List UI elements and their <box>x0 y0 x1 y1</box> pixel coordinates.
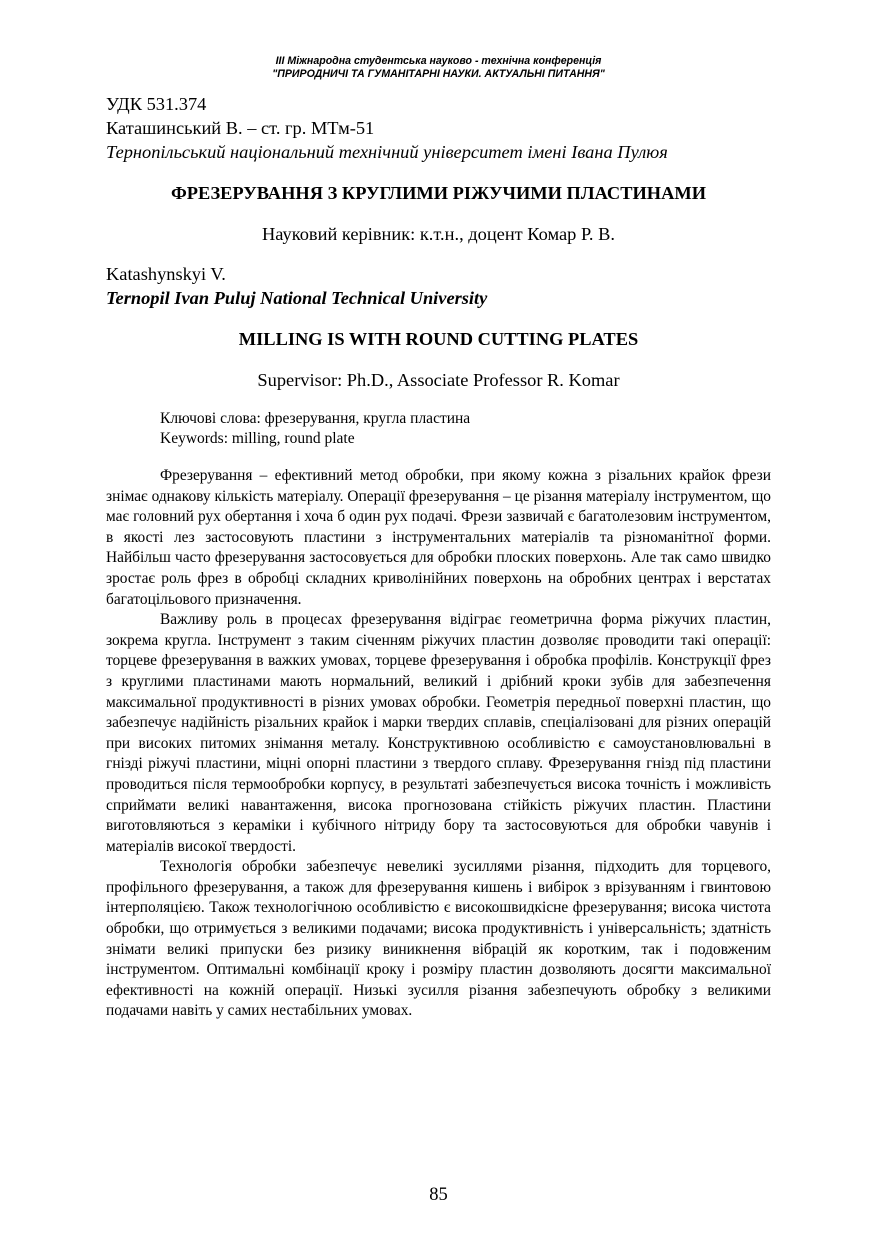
page-number: 85 <box>429 1185 448 1205</box>
conference-header <box>0 55 877 80</box>
body-paragraph: Технологія обробки забезпечує невеликі зусиллями різання, підходить для торцевого, профільного фрезерування, а також для фрезерування кишень і вибірок з врізуванням і гвинтовою інтерполяцією. Також технологічною особливістю є високошвидкісне фрезерування; висока чистота обробки, що отримується з великими подачами; висока продуктивність і універсальність; здатність знімати великі припуски без ризику виникнення вібрацій як коротким, так і подовженим інструментом. Оптимальні комбінації кроку і розміру пластин дозволяють досягти максимальної ефективності на кожній операції. Низькі зусилля різання забезпечують обробку з великими подачами навіть у самих нестабільних умовах. <box>106 858 771 1020</box>
conference-name: III Міжнародна студентська науково - технічна конференція <box>275 55 602 67</box>
title-ua: ФРЕЗЕРУВАННЯ З КРУГЛИМИ РІЖУЧИМИ ПЛАСТИНАМИ <box>170 183 707 203</box>
author-en: Katashynskyi V. <box>106 264 226 284</box>
udc-code: УДК 531.374 <box>106 94 207 114</box>
affiliation-en: Ternopil Ivan Puluj National Technical University <box>106 288 488 308</box>
body-paragraph: Важливу роль в процесах фрезерування відіграє геометрична форма ріжучих пластин, зокрема кругла. Інструмент з таким січенням ріжучих пластин дозволяє проводити такі операції: торцеве фрезерування в важких умовах, торцеве фрезерування і обробка профілів. Конструкції фрез з круглими пластинами мають нормальний, великий і дрібний кроки зубів для забезпечення максимальної продуктивності в різних умовах обробки. Геометрія передньої поверхні пластин, що забезпечує надійність різальних крайок і марки твердих сплавів, спеціалізовані для різних операцій при високих питомих знімання металу. Конструктивною особливістю є самоустановлювальні в гнізді ріжучі пластини, міцні опорні пластини з твердого сплаву. Фрезерування гнізд під пластини проводиться після термообробки корпусу, в результаті забезпечується висока точність і можливість сприймати великі навантаження, висока прогнозована стійкість ріжучих пластин. Пластини виготовляються з кераміки і кубічного нітриду бору та застосовуються для обробки чавунів і матеріалів високої твердості. <box>106 611 771 855</box>
conference-theme: "ПРИРОДНИЧІ ТА ГУМАНІТАРНІ НАУКИ. АКТУАЛЬНІ ПИТАННЯ" <box>272 67 605 80</box>
keywords-en: Keywords: milling, round plate <box>160 430 355 447</box>
body-paragraph: Фрезерування – ефективний метод обробки, при якому кожна з різальних крайок фрези знімає однакову кількість матеріалу. Операції фрезерування – це різання матеріалу інструментом, що має головний рух обертання і хоча б один рух подачі. Фрези зазвичай є багатолезовим інструментом, в якості лез застосовують пластини з інструментальних матеріалів та різноманітної форми. Найбільш часто фрезерування застосовується для обробки плоских поверхонь. Але так само швидко зростає роль фрез в обробці складних криволінійних поверхонь на обробних центрах і верстатах багатоцільового призначення. <box>106 467 771 608</box>
affiliation-ua: Тернопільський національний технічний університет імені Івана Пулюя <box>106 142 668 162</box>
author-ua: Каташинський В. – ст. гр. МТм-51 <box>106 118 375 138</box>
supervisor-ua: Науковий керівник: к.т.н., доцент Комар Р. В. <box>262 224 615 244</box>
article-body <box>106 466 771 1022</box>
supervisor-en: Supervisor: Ph.D., Associate Professor R. Komar <box>257 370 620 390</box>
title-en: MILLING IS WITH ROUND CUTTING PLATES <box>238 329 639 349</box>
keywords-ua: Ключові слова: фрезерування, кругла пластина <box>160 410 471 427</box>
